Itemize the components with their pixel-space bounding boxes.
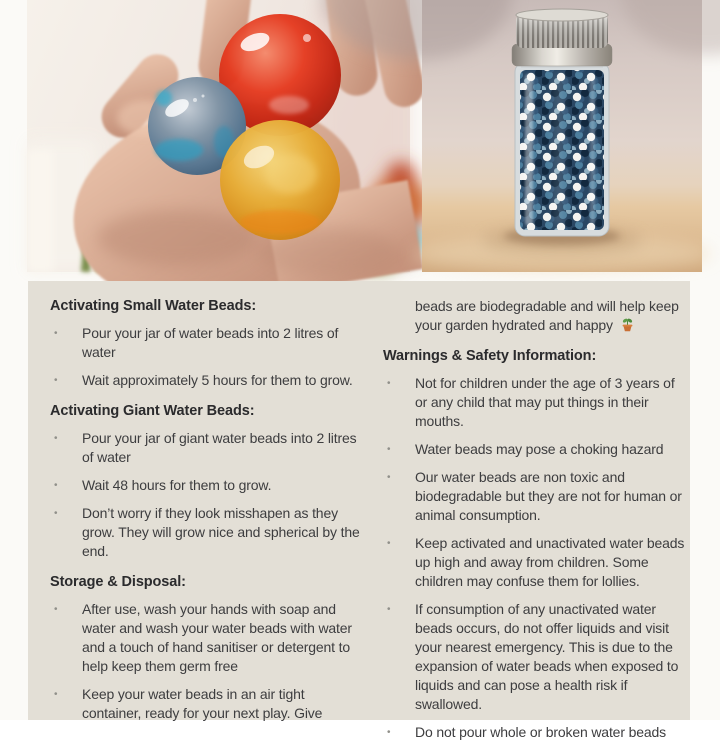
bullet-dot: •: [387, 378, 391, 389]
bullet-dot: •: [54, 328, 58, 339]
bullet-text: Keep your water beads in an air tight container, ready for your next play. Give: [82, 686, 323, 721]
glass-vial: [515, 58, 609, 236]
bullet-text: Not for children under the age of 3 years of or any child that may put things in their mouths.: [415, 375, 675, 429]
section-heading: Warnings & Safety Information:: [383, 348, 597, 364]
bullet-dot: •: [54, 689, 58, 700]
water-bead-orange: [220, 120, 340, 240]
vial-metal-cap: [512, 9, 612, 66]
bullet-dot: •: [54, 433, 58, 444]
bullet-dot: •: [54, 480, 58, 491]
bullet-dot: •: [387, 604, 391, 615]
bullet-item: [50, 504, 362, 561]
vial-illustration: [422, 0, 702, 272]
bullet-text: Pour your jar of water beads into 2 litres of water: [82, 325, 339, 360]
bullet-dot: •: [387, 538, 391, 549]
potted-plant-icon: [620, 317, 635, 332]
bullet-text: If consumption of any unactivated water beads occurs, do not offer liquids and visit your nearest emergency. This is due to the expansion of water beads when exposed to liquids and can pose a health risk if swallowed.: [415, 601, 679, 712]
section-heading: Activating Small Water Beads:: [50, 298, 257, 314]
bullet-list: [383, 374, 686, 742]
bullet-dot: •: [54, 508, 58, 519]
bullet-dot: •: [54, 604, 58, 615]
bullet-text: After use, wash your hands with soap and water and wash your water beads with water and a touch of hand sanitiser or detergent to help keep them germ free: [82, 601, 352, 674]
section-heading: Storage & Disposal:: [50, 574, 186, 590]
bullet-text: Keep activated and unactivated water beads up high and away from children. Some children may confuse them for lollies.: [415, 535, 685, 589]
bullet-text: Don’t worry if they look misshapen as they grow. They will grow nice and spherical by the end.: [82, 505, 360, 559]
instructions-panel: [28, 281, 690, 740]
bullet-dot: •: [387, 727, 391, 738]
instructions-columns: [28, 281, 690, 751]
bullet-item: [50, 371, 362, 390]
bullet-item: [383, 468, 686, 525]
bullet-list: [50, 429, 362, 561]
bullet-item: [383, 534, 686, 591]
bullet-dot: •: [387, 444, 391, 455]
bullet-list: [50, 600, 362, 723]
bullet-item: [383, 723, 686, 742]
bullet-text: Wait 48 hours for them to grow.: [82, 477, 272, 493]
instructions-column-left: [50, 297, 362, 751]
bullet-dot: •: [54, 375, 58, 386]
bullet-dot: •: [387, 472, 391, 483]
bullet-item: [50, 600, 362, 676]
bullet-item: [383, 440, 686, 459]
bullet-text: Do not pour whole or broken water beads: [415, 724, 666, 740]
bullet-item: [50, 324, 362, 362]
bullet-text: Wait approximately 5 hours for them to grow.: [82, 372, 353, 388]
bullet-text: Water beads may pose a choking hazard: [415, 441, 664, 457]
instructions-column-right: [383, 297, 686, 751]
bullet-item: [383, 374, 686, 431]
bullet-list: [50, 324, 362, 390]
bullet-item: [50, 685, 362, 723]
bullet-text: Our water beads are non toxic and biodegradable but they are not for human or animal consumption.: [415, 469, 682, 523]
bullet-item: [50, 429, 362, 467]
bullet-item: [50, 476, 362, 495]
photo-vial-of-water-beads: [422, 0, 702, 272]
section-heading: Activating Giant Water Beads:: [50, 403, 255, 419]
bullet-item: [383, 600, 686, 714]
bullet-text: Pour your jar of giant water beads into 2 litres of water: [82, 430, 357, 465]
continuation-text: beads are biodegradable and will help keep your garden hydrated and happy: [415, 298, 679, 333]
